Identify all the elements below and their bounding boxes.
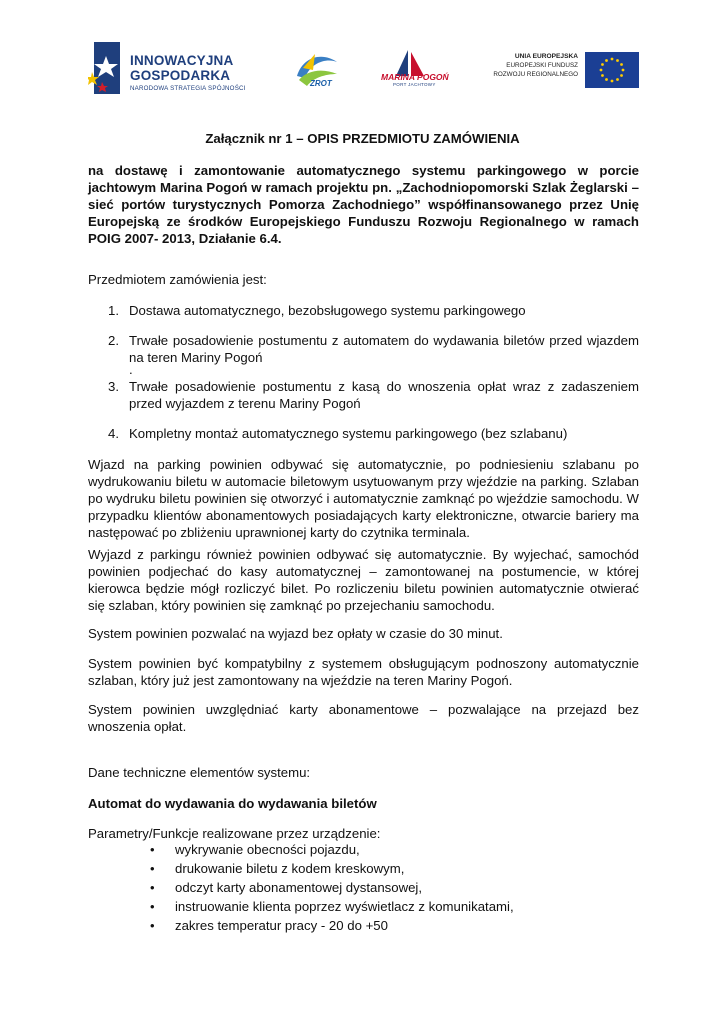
paragraph-exit: Wyjazd z parkingu również powinien odbywać się automatycznie. By wyjechać, samochód powinien podjechać do kasy automatycznej – zamontowanej na postumencie, w której kierowca będzie mógł rozliczyć bilet. Po rozliczeniu biletu powinien automatycznie otwierać się szlaban, który powinien się zamknąć po przejechaniu samochodu. — [88, 547, 639, 613]
eu-star — [616, 59, 619, 62]
document-title: Załącznik nr 1 – OPIS PRZEDMIOTU ZAMÓWIENIA — [205, 131, 520, 146]
list-item — [88, 861, 639, 879]
list-item-number: 3. — [108, 379, 119, 394]
eu-line3: ROZWOJU REGIONALNEGO — [493, 71, 578, 78]
innowacyjna-line2: GOSPODARKA — [130, 68, 231, 83]
innowacyjna-line3: NARODOWA STRATEGIA SPÓJNOŚCI — [130, 85, 246, 92]
eu-star — [622, 69, 625, 72]
bullet-text: instruowanie klienta poprzez wyświetlacz z komunikatami, — [175, 899, 514, 914]
eu-star — [605, 78, 608, 81]
eu-star — [616, 78, 619, 81]
bullet-icon: • — [150, 899, 155, 914]
paragraph-subscriptions: System powinien uwzględniać karty abonamentowe – pozwalające na przejazd bez wnoszenia opłat. — [88, 702, 639, 734]
marina-pogon-subtitle: PORT JACHTOWY — [393, 82, 436, 87]
intro-paragraph: na dostawę i zamontowanie automatycznego systemu parkingowego w porcie jachtowym Marina Pogoń w ramach projektu pn. „Zachodniopomorski Szlak Żeglarski – sieć portów turystycznych Pomorza Zachodniego” współfinansowanego przez Unię Europejską ze środków Europejskiego Funduszu Rozwoju Regionalnego w ramach POIG 2007- 2013, Działanie 6.4. — [88, 163, 639, 246]
eu-star — [600, 69, 603, 72]
marina-pogon-logo-icon — [378, 46, 448, 96]
list-item-number: 4. — [108, 426, 119, 441]
list-item-text: Trwałe posadowienie postumentu z kasą do wnoszenia opłat wraz z zadaszeniem przed wyjazdem z terenu Mariny Pogoń — [129, 379, 639, 411]
list-item — [88, 880, 639, 898]
zrot-logo-icon — [293, 48, 341, 96]
list-item — [88, 918, 639, 936]
list-item-number: 2. — [108, 333, 119, 348]
eu-star — [605, 59, 608, 62]
bullet-icon: • — [150, 918, 155, 933]
innowacyjna-gospodarka-logo — [88, 40, 258, 96]
eu-text-block — [489, 52, 578, 79]
params-heading: Parametry/Funkcje realizowane przez urządzenie: — [88, 826, 381, 841]
tech-heading: Dane techniczne elementów systemu: — [88, 765, 311, 780]
eu-star — [620, 63, 623, 66]
eu-star — [620, 74, 623, 77]
bullet-text: drukowanie biletu z kodem kreskowym, — [175, 861, 405, 876]
eu-line2: EUROPEJSKI FUNDUSZ — [506, 62, 578, 69]
bullet-icon: • — [150, 880, 155, 895]
paragraph-compatibility: System powinien być kompatybilny z systemem obsługującym podnoszony automatycznie szlaban, który już jest zamontowany na wjeździe na teren Mariny Pogoń. — [88, 656, 639, 688]
bullet-icon: • — [150, 842, 155, 857]
list-item-number: 1. — [108, 303, 119, 318]
header-logos — [88, 38, 640, 98]
innowacyjna-star-icon — [88, 42, 122, 94]
marina-pogon-label: MARINA POGOŃ — [381, 72, 449, 82]
bullet-text: wykrywanie obecności pojazdu, — [175, 842, 360, 857]
list-item-text: Kompletny montaż automatycznego systemu parkingowego (bez szlabanu) — [129, 426, 568, 441]
eu-star — [611, 80, 614, 83]
eu-star — [611, 58, 614, 61]
innowacyjna-line1: INNOWACYJNA — [130, 53, 234, 68]
zrot-label: ZROT — [310, 79, 332, 88]
list-item-text: Dostawa automatycznego, bezobsługowego systemu parkingowego — [129, 303, 526, 318]
list-item — [88, 899, 639, 917]
list-item — [88, 842, 639, 860]
bullet-text: zakres temperatur pracy - 20 do +50 — [175, 918, 388, 933]
eu-line1: UNIA EUROPEJSKA — [514, 53, 578, 60]
paragraph-entry: Wjazd na parking powinien odbywać się automatycznie, po podniesieniu szlabanu po wydrukowaniu biletu w automacie biletowym usytuowanym przy wjeździe na parking. Szlaban po wydruku biletu powinien się otworzyć i automatycznie zamknąć po wjeździe samochodu. W przypadku klientów abonamentowych posiadających karty elektroniczne, otwarcie bariery ma następować po zbliżeniu uprawnionej karty do czytnika terminala. — [88, 457, 639, 540]
eu-star — [601, 63, 604, 66]
subject-heading: Przedmiotem zamówienia jest: — [88, 272, 267, 287]
bullet-text: odczyt karty abonamentowej dystansowej, — [175, 880, 423, 895]
eu-star — [601, 74, 604, 77]
paragraph-free-time: System powinien pozwalać na wyjazd bez opłaty w czasie do 30 minut. — [88, 626, 503, 641]
bullet-icon: • — [150, 861, 155, 876]
list-item-text: Trwałe posadowienie postumentu z automatem do wydawania biletów przed wjazdem na teren Mariny Pogoń — [129, 333, 639, 365]
eu-flag-icon — [585, 52, 639, 88]
stray-dot: . — [129, 362, 133, 377]
device-heading: Automat do wydawania do wydawania biletów — [88, 796, 377, 811]
